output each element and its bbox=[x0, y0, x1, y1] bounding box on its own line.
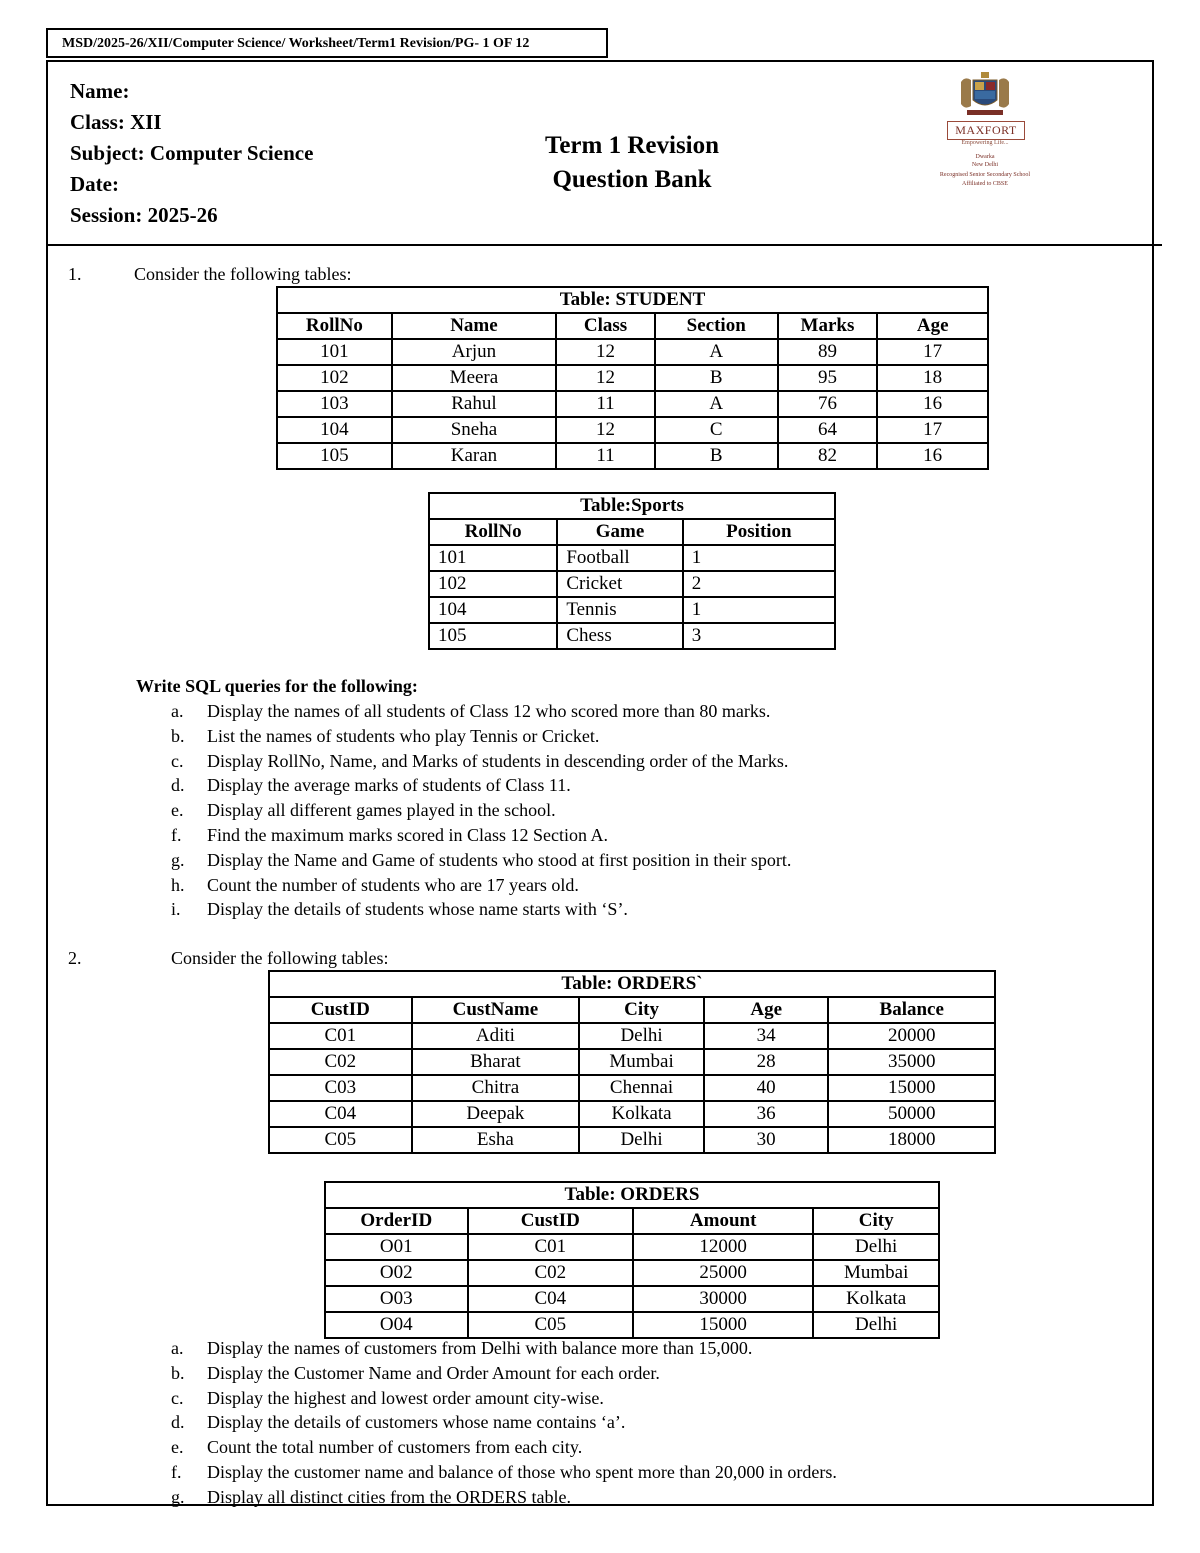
table-row bbox=[277, 443, 988, 469]
table-cell: 2 bbox=[683, 571, 835, 597]
table-cell: 12 bbox=[556, 365, 655, 391]
table-cell: 3 bbox=[683, 623, 835, 649]
column-header: Position bbox=[683, 519, 835, 545]
item-letter: f. bbox=[171, 824, 182, 845]
table-cell: 18 bbox=[877, 365, 988, 391]
list-item bbox=[171, 699, 791, 724]
table-cell: 12 bbox=[556, 339, 655, 365]
item-text: Display the highest and lowest order amount city-wise. bbox=[207, 1387, 604, 1408]
table-cell: B bbox=[655, 365, 778, 391]
table-cell: 101 bbox=[277, 339, 392, 365]
table-cell: C02 bbox=[269, 1049, 412, 1075]
table-cell: Aditi bbox=[412, 1023, 580, 1049]
page-title bbox=[510, 129, 754, 197]
table-cell: C02 bbox=[468, 1260, 633, 1286]
item-letter: e. bbox=[171, 800, 184, 821]
table-row bbox=[325, 1234, 939, 1260]
item-letter: b. bbox=[171, 725, 185, 746]
table-cell: 11 bbox=[556, 443, 655, 469]
crest-icon bbox=[957, 68, 1013, 120]
table-title: Table: STUDENT bbox=[277, 287, 988, 313]
column-header: City bbox=[579, 997, 704, 1023]
table-cell: C01 bbox=[468, 1234, 633, 1260]
table-cell: 30000 bbox=[633, 1286, 813, 1312]
table-cell: C01 bbox=[269, 1023, 412, 1049]
logo-line-1: Dwarka bbox=[975, 154, 995, 160]
column-header: Section bbox=[655, 313, 778, 339]
table-cell: 89 bbox=[778, 339, 878, 365]
table-cell: 102 bbox=[429, 571, 557, 597]
table-cell: 105 bbox=[277, 443, 392, 469]
column-header: Game bbox=[557, 519, 682, 545]
table-row bbox=[277, 339, 988, 365]
class-label: Class: XII bbox=[70, 110, 162, 134]
table-cell: A bbox=[655, 339, 778, 365]
table-cell: Cricket bbox=[557, 571, 682, 597]
item-letter: i. bbox=[171, 899, 181, 920]
customer-table bbox=[268, 970, 996, 1154]
table-row bbox=[277, 365, 988, 391]
table-cell: Esha bbox=[412, 1127, 580, 1153]
table-cell: Delhi bbox=[579, 1023, 704, 1049]
item-text: Display the details of students whose name starts with ‘S’. bbox=[207, 899, 628, 920]
table-cell: 18000 bbox=[828, 1127, 995, 1153]
item-text: Count the total number of customers from each city. bbox=[207, 1437, 583, 1458]
item-text: List the names of students who play Tennis or Cricket. bbox=[207, 725, 600, 746]
table-cell: C04 bbox=[468, 1286, 633, 1312]
table-cell: C05 bbox=[468, 1312, 633, 1338]
list-item bbox=[171, 1435, 837, 1460]
list-item bbox=[171, 848, 791, 873]
table-cell: B bbox=[655, 443, 778, 469]
list-item bbox=[171, 1386, 837, 1411]
table-cell: 76 bbox=[778, 391, 878, 417]
question-number: 1. bbox=[68, 264, 82, 284]
logo-line-3: Recognised Senior Secondary School bbox=[939, 172, 1031, 178]
table-title: Table: ORDERS` bbox=[269, 971, 995, 997]
table-cell: 30 bbox=[704, 1127, 829, 1153]
table-cell: 11 bbox=[556, 391, 655, 417]
table-cell: O01 bbox=[325, 1234, 468, 1260]
q2-parts-list bbox=[171, 1336, 837, 1510]
student-info bbox=[70, 76, 313, 231]
table-row bbox=[269, 1049, 995, 1075]
item-text: Display the Customer Name and Order Amount for each order. bbox=[207, 1362, 660, 1383]
table-row bbox=[269, 1075, 995, 1101]
list-item bbox=[171, 724, 791, 749]
logo-line-2: New Delhi bbox=[971, 162, 999, 168]
name-label: Name: bbox=[70, 79, 130, 103]
item-text: Display the details of customers whose name contains ‘a’. bbox=[207, 1412, 626, 1433]
table-cell: 25000 bbox=[633, 1260, 813, 1286]
table-cell: 104 bbox=[429, 597, 557, 623]
item-letter: d. bbox=[171, 1412, 185, 1433]
table-cell: Kolkata bbox=[579, 1101, 704, 1127]
table-cell: 50000 bbox=[828, 1101, 995, 1127]
logo-tagline: Empowering Life... bbox=[961, 140, 1009, 146]
item-letter: a. bbox=[171, 1338, 184, 1358]
table-title: Table: ORDERS bbox=[325, 1182, 939, 1208]
document-reference: MSD/2025-26/XII/Computer Science/ Worksheet/Term1 Revision/PG- 1 OF 12 bbox=[46, 28, 608, 58]
table-row bbox=[269, 1101, 995, 1127]
title-line-1: Term 1 Revision bbox=[544, 132, 720, 159]
table-cell: 17 bbox=[877, 339, 988, 365]
table-title: Table:Sports bbox=[429, 493, 835, 519]
item-letter: g. bbox=[171, 849, 185, 870]
table-row bbox=[429, 545, 835, 571]
column-header: Balance bbox=[828, 997, 995, 1023]
q1-parts-list bbox=[171, 699, 791, 922]
date-label: Date: bbox=[70, 172, 119, 196]
table-cell: C04 bbox=[269, 1101, 412, 1127]
item-letter: d. bbox=[171, 775, 185, 796]
item-text: Count the number of students who are 17 years old. bbox=[207, 874, 579, 895]
instruction: Write SQL queries for the following: bbox=[136, 676, 418, 696]
table-cell: Delhi bbox=[579, 1127, 704, 1153]
table-cell: 16 bbox=[877, 443, 988, 469]
table-row bbox=[277, 391, 988, 417]
table-cell: Mumbai bbox=[579, 1049, 704, 1075]
table-cell: A bbox=[655, 391, 778, 417]
table-row bbox=[325, 1312, 939, 1338]
table-cell: Arjun bbox=[392, 339, 556, 365]
item-letter: h. bbox=[171, 874, 185, 895]
column-header: Amount bbox=[633, 1208, 813, 1234]
column-header: Age bbox=[877, 313, 988, 339]
list-item bbox=[171, 823, 791, 848]
table-cell: 102 bbox=[277, 365, 392, 391]
table-cell: Bharat bbox=[412, 1049, 580, 1075]
table-cell: O04 bbox=[325, 1312, 468, 1338]
item-letter: f. bbox=[171, 1461, 182, 1482]
question-number: 2. bbox=[68, 948, 82, 968]
list-item bbox=[171, 773, 791, 798]
student-table bbox=[276, 286, 989, 470]
table-cell: O03 bbox=[325, 1286, 468, 1312]
table-cell: 35000 bbox=[828, 1049, 995, 1075]
table-row bbox=[269, 1127, 995, 1153]
table-cell: 95 bbox=[778, 365, 878, 391]
table-cell: Sneha bbox=[392, 417, 556, 443]
item-letter: e. bbox=[171, 1437, 184, 1458]
list-item bbox=[171, 798, 791, 823]
table-row bbox=[429, 597, 835, 623]
table-cell: Delhi bbox=[813, 1234, 939, 1260]
column-header: CustID bbox=[468, 1208, 633, 1234]
table-cell: C bbox=[655, 417, 778, 443]
table-row bbox=[429, 623, 835, 649]
item-text: Display the names of customers from Delhi with balance more than 15,000. bbox=[207, 1338, 753, 1358]
table-cell: C03 bbox=[269, 1075, 412, 1101]
table-cell: C05 bbox=[269, 1127, 412, 1153]
list-item bbox=[171, 1336, 837, 1361]
table-cell: 20000 bbox=[828, 1023, 995, 1049]
column-header: Class bbox=[556, 313, 655, 339]
table-cell: 12000 bbox=[633, 1234, 813, 1260]
list-item bbox=[171, 1485, 837, 1510]
list-item bbox=[171, 1410, 837, 1435]
table-cell: 28 bbox=[704, 1049, 829, 1075]
question-intro: Consider the following tables: bbox=[134, 264, 352, 284]
table-cell: O02 bbox=[325, 1260, 468, 1286]
table-cell: 64 bbox=[778, 417, 878, 443]
item-text: Display the names of all students of Class 12 who scored more than 80 marks. bbox=[207, 701, 771, 721]
item-text: Display RollNo, Name, and Marks of students in descending order of the Marks. bbox=[207, 750, 789, 771]
list-item bbox=[171, 873, 791, 898]
school-logo bbox=[925, 68, 1045, 198]
list-item bbox=[171, 1361, 837, 1386]
session-label: Session: 2025-26 bbox=[70, 203, 218, 227]
item-text: Display all distinct cities from the ORDERS table. bbox=[207, 1486, 571, 1507]
table-cell: 16 bbox=[877, 391, 988, 417]
table-cell: Rahul bbox=[392, 391, 556, 417]
item-text: Display the Name and Game of students who stood at first position in their sport. bbox=[207, 849, 792, 870]
column-header: Age bbox=[704, 997, 829, 1023]
table-cell: Deepak bbox=[412, 1101, 580, 1127]
table-cell: 36 bbox=[704, 1101, 829, 1127]
table-cell: 17 bbox=[877, 417, 988, 443]
table-cell: 101 bbox=[429, 545, 557, 571]
table-cell: 40 bbox=[704, 1075, 829, 1101]
table-row bbox=[325, 1286, 939, 1312]
table-cell: Meera bbox=[392, 365, 556, 391]
table-cell: Chennai bbox=[579, 1075, 704, 1101]
column-header: Name bbox=[392, 313, 556, 339]
table-cell: Delhi bbox=[813, 1312, 939, 1338]
table-row bbox=[325, 1260, 939, 1286]
item-text: Display all different games played in the school. bbox=[207, 800, 556, 821]
table-cell: 105 bbox=[429, 623, 557, 649]
table-cell: 1 bbox=[683, 597, 835, 623]
title-line-2: Question Bank bbox=[552, 166, 712, 193]
table-cell: 104 bbox=[277, 417, 392, 443]
column-header: Marks bbox=[778, 313, 878, 339]
table-cell: 15000 bbox=[633, 1312, 813, 1338]
column-header: City bbox=[813, 1208, 939, 1234]
list-item bbox=[171, 897, 791, 922]
column-header: CustName bbox=[412, 997, 580, 1023]
table-cell: Karan bbox=[392, 443, 556, 469]
item-text: Find the maximum marks scored in Class 12 Section A. bbox=[207, 824, 608, 845]
table-cell: 82 bbox=[778, 443, 878, 469]
table-cell: 15000 bbox=[828, 1075, 995, 1101]
table-cell: 12 bbox=[556, 417, 655, 443]
header-divider bbox=[46, 244, 1162, 246]
item-letter: a. bbox=[171, 701, 184, 721]
table-cell: Football bbox=[557, 545, 682, 571]
question-intro: Consider the following tables: bbox=[171, 948, 389, 968]
item-text: Display the customer name and balance of those who spent more than 20,000 in orders. bbox=[207, 1461, 837, 1482]
item-letter: b. bbox=[171, 1362, 185, 1383]
table-cell: 1 bbox=[683, 545, 835, 571]
column-header: RollNo bbox=[277, 313, 392, 339]
table-row bbox=[429, 571, 835, 597]
table-cell: Kolkata bbox=[813, 1286, 939, 1312]
item-letter: c. bbox=[171, 1387, 184, 1408]
column-header: OrderID bbox=[325, 1208, 468, 1234]
orders-table bbox=[324, 1181, 940, 1339]
item-text: Display the average marks of students of Class 11. bbox=[207, 775, 571, 796]
list-item bbox=[171, 749, 791, 774]
table-cell: Mumbai bbox=[813, 1260, 939, 1286]
table-cell: Chitra bbox=[412, 1075, 580, 1101]
table-cell: Chess bbox=[557, 623, 682, 649]
table-row bbox=[269, 1023, 995, 1049]
logo-line-4: Affiliated to CBSE bbox=[962, 181, 1008, 187]
item-letter: g. bbox=[171, 1486, 185, 1507]
column-header: CustID bbox=[269, 997, 412, 1023]
table-row bbox=[277, 417, 988, 443]
column-header: RollNo bbox=[429, 519, 557, 545]
table-cell: 103 bbox=[277, 391, 392, 417]
sports-table bbox=[428, 492, 836, 650]
subject-label: Subject: Computer Science bbox=[70, 141, 314, 165]
table-cell: 34 bbox=[704, 1023, 829, 1049]
item-letter: c. bbox=[171, 750, 184, 771]
list-item bbox=[171, 1460, 837, 1485]
logo-name: MAXFORT bbox=[947, 121, 1025, 140]
table-cell: Tennis bbox=[557, 597, 682, 623]
